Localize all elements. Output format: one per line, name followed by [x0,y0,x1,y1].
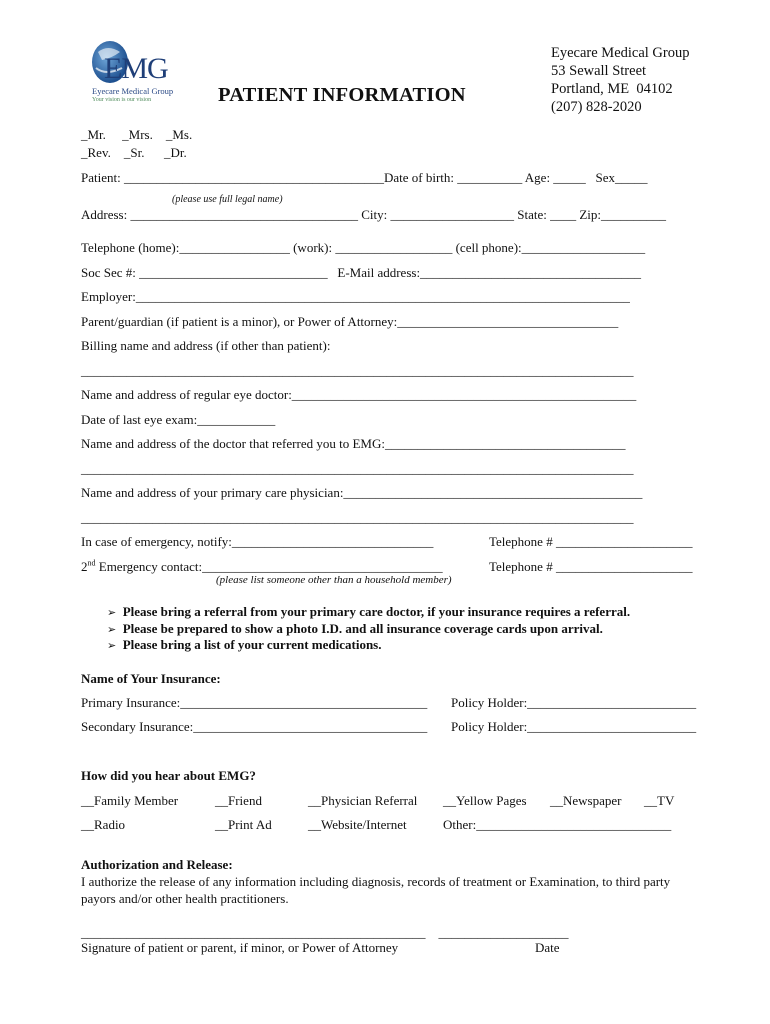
option-print-ad[interactable]: __Print Ad [215,817,272,832]
option-physician-referral[interactable]: __Physician Referral [308,793,418,808]
secondary-insurance-field[interactable]: Secondary Insurance:____________________________________ [81,719,428,734]
billing-field-line[interactable]: _____________________________________________________________________________________ [81,363,634,378]
notice-item [107,621,630,638]
legal-name-note: (please use full legal name) [172,194,283,205]
referring-doctor-line[interactable]: _____________________________________________________________________________________ [81,461,634,476]
notice-list [107,604,630,654]
second-emergency-label: Emergency contact:_____________________________________ [95,559,443,574]
second-emergency-phone-field[interactable]: Telephone # _____________________ [489,559,693,574]
notice-text: Please bring a list of your current medications. [122,637,382,652]
option-other-field[interactable]: Other:______________________________ [443,817,672,832]
authorization-heading: Authorization and Release: [81,857,233,872]
option-tv[interactable]: __TV [644,793,675,808]
logo-tagline: Your vision is our vision [92,97,152,103]
option-friend[interactable]: __Friend [215,793,262,808]
authorization-text-line1: I authorize the release of any information including diagnosis, records of treatment or Examination, to third party [81,874,671,889]
org-street: 53 Sewall Street [551,63,647,79]
arrow-bullet-icon: ➢ [107,639,117,652]
second-emergency-contact-field[interactable] [81,559,443,575]
second-emergency-suffix: nd [87,558,96,568]
authorization-text-line2: payors and/or other health practitioners. [81,891,289,906]
second-emergency-number: 2 [81,559,88,574]
option-radio[interactable]: __Radio [81,817,126,832]
emergency-phone-field[interactable]: Telephone # _____________________ [489,534,693,549]
page-title: PATIENT INFORMATION [218,84,466,106]
notice-item [107,637,630,654]
primary-care-line[interactable]: _____________________________________________________________________________________ [81,510,634,525]
patient-name-field[interactable]: Patient: ________________________________________Date of birth: __________ Age: _____ Sex_____ [81,170,648,185]
arrow-bullet-icon: ➢ [107,606,117,619]
logo-name: Eyecare Medical Group [92,86,174,96]
logo-letters: EMG [104,52,168,85]
telephone-field[interactable]: Telephone (home):_________________ (work): __________________ (cell phone):___________________ [81,240,646,255]
primary-policy-holder-field[interactable]: Policy Holder:__________________________ [451,695,697,710]
option-family-member[interactable]: __Family Member [81,793,179,808]
soc-sec-email-field[interactable]: Soc Sec #: _____________________________ E-Mail address:__________________________________ [81,265,642,280]
address-field[interactable]: Address: ___________________________________ City: ___________________ State: ____ Zip:__________ [81,207,666,222]
primary-care-field[interactable]: Name and address of your primary care physician:______________________________________________ [81,485,643,500]
option-newspaper[interactable]: __Newspaper [550,793,622,808]
notice-text: Please bring a referral from your primary care doctor, if your insurance requires a referral. [122,604,631,619]
emg-logo [88,38,188,106]
option-website-internet[interactable]: __Website/Internet [308,817,407,832]
org-phone: (207) 828-2020 [551,99,642,115]
option-yellow-pages[interactable]: __Yellow Pages [443,793,527,808]
primary-insurance-field[interactable]: Primary Insurance:______________________________________ [81,695,428,710]
emergency-contact-field[interactable]: In case of emergency, notify:_______________________________ [81,534,434,549]
salutation-options-row2[interactable]: _Rev. _Sr. _Dr. [81,145,187,160]
notice-item [107,604,630,621]
referral-source-heading: How did you hear about EMG? [81,768,256,783]
referring-doctor-field[interactable]: Name and address of the doctor that referred you to EMG:_____________________________________ [81,436,626,451]
last-eye-exam-field[interactable]: Date of last eye exam:____________ [81,412,276,427]
org-name: Eyecare Medical Group [551,45,690,61]
signature-label: Signature of patient or parent, if minor, or Power of Attorney [81,940,399,955]
employer-field[interactable]: Employer:____________________________________________________________________________ [81,289,630,304]
household-member-note: (please list someone other than a household member) [216,574,452,586]
signature-date-line[interactable]: _____________________________________________________ ____________________ [81,925,569,940]
regular-eye-doctor-field[interactable]: Name and address of regular eye doctor:_____________________________________________________ [81,387,637,402]
arrow-bullet-icon: ➢ [107,622,117,636]
secondary-policy-holder-field[interactable]: Policy Holder:__________________________ [451,719,697,734]
org-address [551,44,690,116]
salutation-options-row1[interactable]: _Mr. _Mrs. _Ms. [81,127,193,142]
billing-label: Billing name and address (if other than patient): [81,338,331,353]
parent-guardian-field[interactable]: Parent/guardian (if patient is a minor), or Power of Attorney:__________________________________ [81,314,619,329]
notice-text: Please be prepared to show a photo I.D. and all insurance coverage cards upon arrival. [122,620,603,636]
org-city: Portland, ME 04102 [551,81,673,97]
date-label: Date [535,940,560,955]
insurance-heading: Name of Your Insurance: [81,671,221,686]
